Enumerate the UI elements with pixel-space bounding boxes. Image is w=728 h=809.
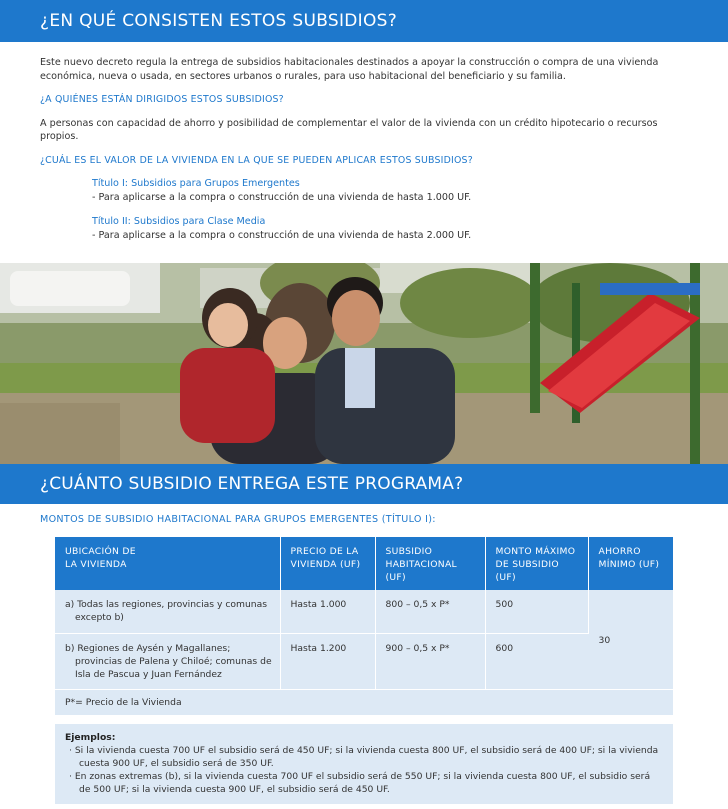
table-subheading: MONTOS DE SUBSIDIO HABITACIONAL PARA GRUPOS EMERGENTES (TÍTULO I):	[40, 514, 436, 525]
header-location: UBICACIÓN DE LA VIVIENDA	[55, 537, 280, 590]
cell-price: Hasta 1.000	[280, 590, 375, 633]
cell-max: 600	[485, 633, 588, 689]
cell-min-saving: 30	[588, 590, 673, 689]
header-price: PRECIO DE LA VIVIENDA (UF)	[280, 537, 375, 590]
title-desc: - Para aplicarse a la compra o construcción de una vivienda de hasta 2.000 UF.	[92, 229, 472, 241]
header-max: MONTO MÁXIMO DE SUBSIDIO (UF)	[485, 537, 588, 590]
examples-title: Ejemplos:	[65, 731, 116, 743]
subsidy-table	[55, 537, 673, 716]
example-item: · Si la vivienda cuesta 700 UF el subsidio será de 450 UF; si la vivienda cuesta 800 UF, el subsidio será de 400 UF; si la vivienda cuesta 900 UF, el subsidio será de 350 UF.	[69, 744, 659, 769]
header-min-saving: AHORRO MÍNIMO (UF)	[588, 537, 673, 590]
answer-who: A personas con capacidad de ahorro y posibilidad de complementar el valor de la vivienda con un crédito hipotecario o recursos propios.	[40, 117, 658, 142]
intro-paragraph: Este nuevo decreto regula la entrega de subsidios habitacionales destinados a apoyar la construcción o compra de una vivienda económica, nueva o usada, en sectores urbanos o rurales, para uso habitacional del beneficiario y su familia.	[40, 57, 659, 82]
cell-subsidy: 800 – 0,5 x P*	[375, 590, 485, 633]
titles-list	[40, 177, 688, 242]
table-note-row	[55, 689, 673, 715]
table-row	[55, 590, 673, 633]
cell-location: b) Regiones de Aysén y Magallanes; provincias de Palena y Chiloé; comunas de Isla de Pascua y Juan Fernández	[55, 633, 280, 689]
subsidy-section	[0, 504, 728, 804]
title-item	[92, 215, 688, 242]
header-subsidy: SUBSIDIO HABITACIONAL (UF)	[375, 537, 485, 590]
intro-section	[0, 42, 728, 242]
section-heading-1	[0, 0, 728, 42]
family-photo-illustration	[0, 263, 728, 464]
section-heading-2	[0, 464, 728, 504]
table-header-row	[55, 537, 673, 590]
title-name: Título II: Subsidios para Clase Media	[92, 216, 266, 227]
title-item	[92, 177, 688, 204]
subsidy-table-wrap	[55, 537, 673, 716]
section-heading-1-text: ¿EN QUÉ CONSISTEN ESTOS SUBSIDIOS?	[40, 11, 398, 31]
example-item: · En zonas extremas (b), si la vivienda cuesta 700 UF el subsidio será de 550 UF; si la vivienda cuesta 800 UF, el subsidio será de 500 UF; si la vivienda cuesta 900 UF, el subsidio será de 450 UF.	[69, 770, 651, 795]
title-desc: - Para aplicarse a la compra o construcción de una vivienda de hasta 1.000 UF.	[92, 191, 472, 203]
title-name: Título I: Subsidios para Grupos Emergentes	[92, 178, 300, 189]
table-note: P*= Precio de la Vivienda	[55, 689, 673, 715]
family-photo	[0, 263, 728, 464]
cell-location: a) Todas las regiones, provincias y comunas excepto b)	[55, 590, 280, 633]
examples-box	[55, 724, 673, 804]
question-who: ¿A QUIÉNES ESTÁN DIRIGIDOS ESTOS SUBSIDIOS?	[40, 94, 284, 105]
cell-subsidy: 900 – 0,5 x P*	[375, 633, 485, 689]
table-row	[55, 633, 673, 689]
cell-price: Hasta 1.200	[280, 633, 375, 689]
cell-max: 500	[485, 590, 588, 633]
section-heading-2-text: ¿CUÁNTO SUBSIDIO ENTREGA ESTE PROGRAMA?	[40, 474, 464, 494]
question-value: ¿CUÁL ES EL VALOR DE LA VIVIENDA EN LA QUE SE PUEDEN APLICAR ESTOS SUBSIDIOS?	[40, 154, 473, 166]
